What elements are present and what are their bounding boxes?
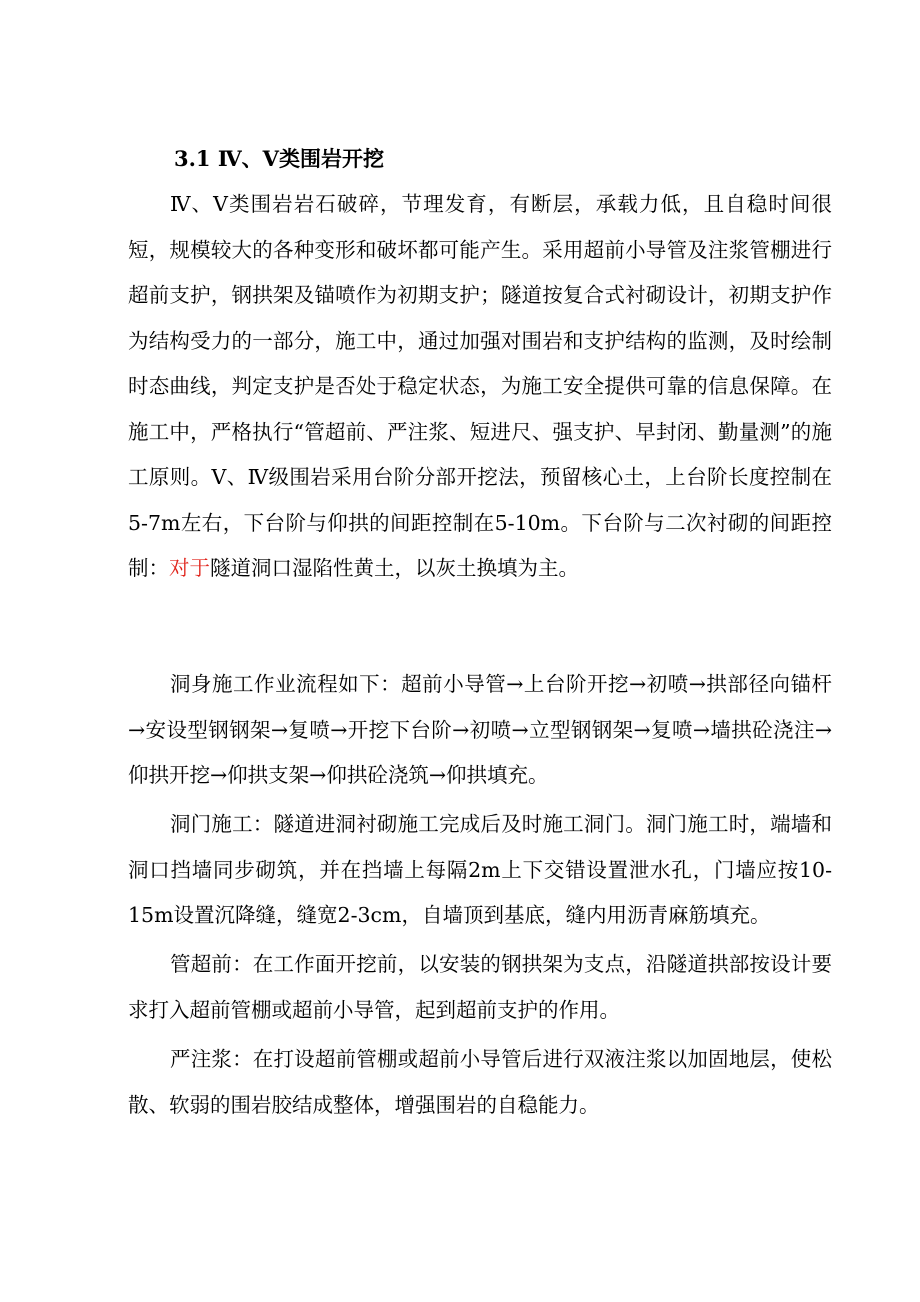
paragraph-text: Ⅳ、Ⅴ类围岩岩石破碎，节理发育，有断层，承载力低，且自稳时间很短，规模较大的各种变形和破坏都可能产生。采用超前小导管及注浆管棚进行超前支护，钢拱架及锚喷作为初期支护；隧道按复合式衬砌设计，初期支护作为结构受力的一部分，施工中，通过加强对围岩和支护结构的监测，及时绘制时态曲线，判定支护是否处于稳定状态，为施工安全提供可靠的信息保障。在施工中，严格执行“管超前、严注浆、短进尺、强支护、早封闭、勤量测”的施工原则。Ⅴ、Ⅳ级围岩采用台阶分部开挖法，预留核心土，上台阶长度控制在5-7m左右，下台阶与仰拱的间距控制在5-10m。下台阶与二次衬砌的间距控制： (128, 192, 832, 580)
paragraph-grouting: 严注浆：在打设超前管棚或超前小导管后进行双液注浆以加固地层，使松散、软弱的围岩胶结成整体，增强围岩的自稳能力。 (128, 1047, 832, 1117)
section-heading: 3.1 Ⅳ、Ⅴ类围岩开挖 (174, 146, 384, 171)
paragraph-text: 隧道洞口湿陷性黄土，以灰土换填为主。 (210, 556, 579, 580)
paragraph-workflow: 洞身施工作业流程如下：超前小导管→上台阶开挖→初喷→拱部径向锚杆→安设型钢钢架→复喷→开挖下台阶→初喷→立型钢钢架→复喷→墙拱砼浇注→仰拱开挖→仰拱支架→仰拱砼浇筑→仰拱填充。 (128, 672, 832, 787)
paragraph-pipe-advance: 管超前：在工作面开挖前，以安装的钢拱架为支点，沿隧道拱部按设计要求打入超前管棚或超前小导管，起到超前支护的作用。 (128, 952, 832, 1022)
paragraph-portal-construction: 洞门施工：隧道进洞衬砌施工完成后及时施工洞门。洞门施工时，端墙和洞口挡墙同步砌筑，并在挡墙上每隔2m上下交错设置泄水孔，门墙应按10-15m设置沉降缝，缝宽2-3cm，自墙顶到基底，缝内用沥青麻筋填充。 (128, 812, 832, 927)
highlighted-text: 对于 (169, 556, 210, 580)
paragraph-surrounding-rock (128, 182, 832, 592)
